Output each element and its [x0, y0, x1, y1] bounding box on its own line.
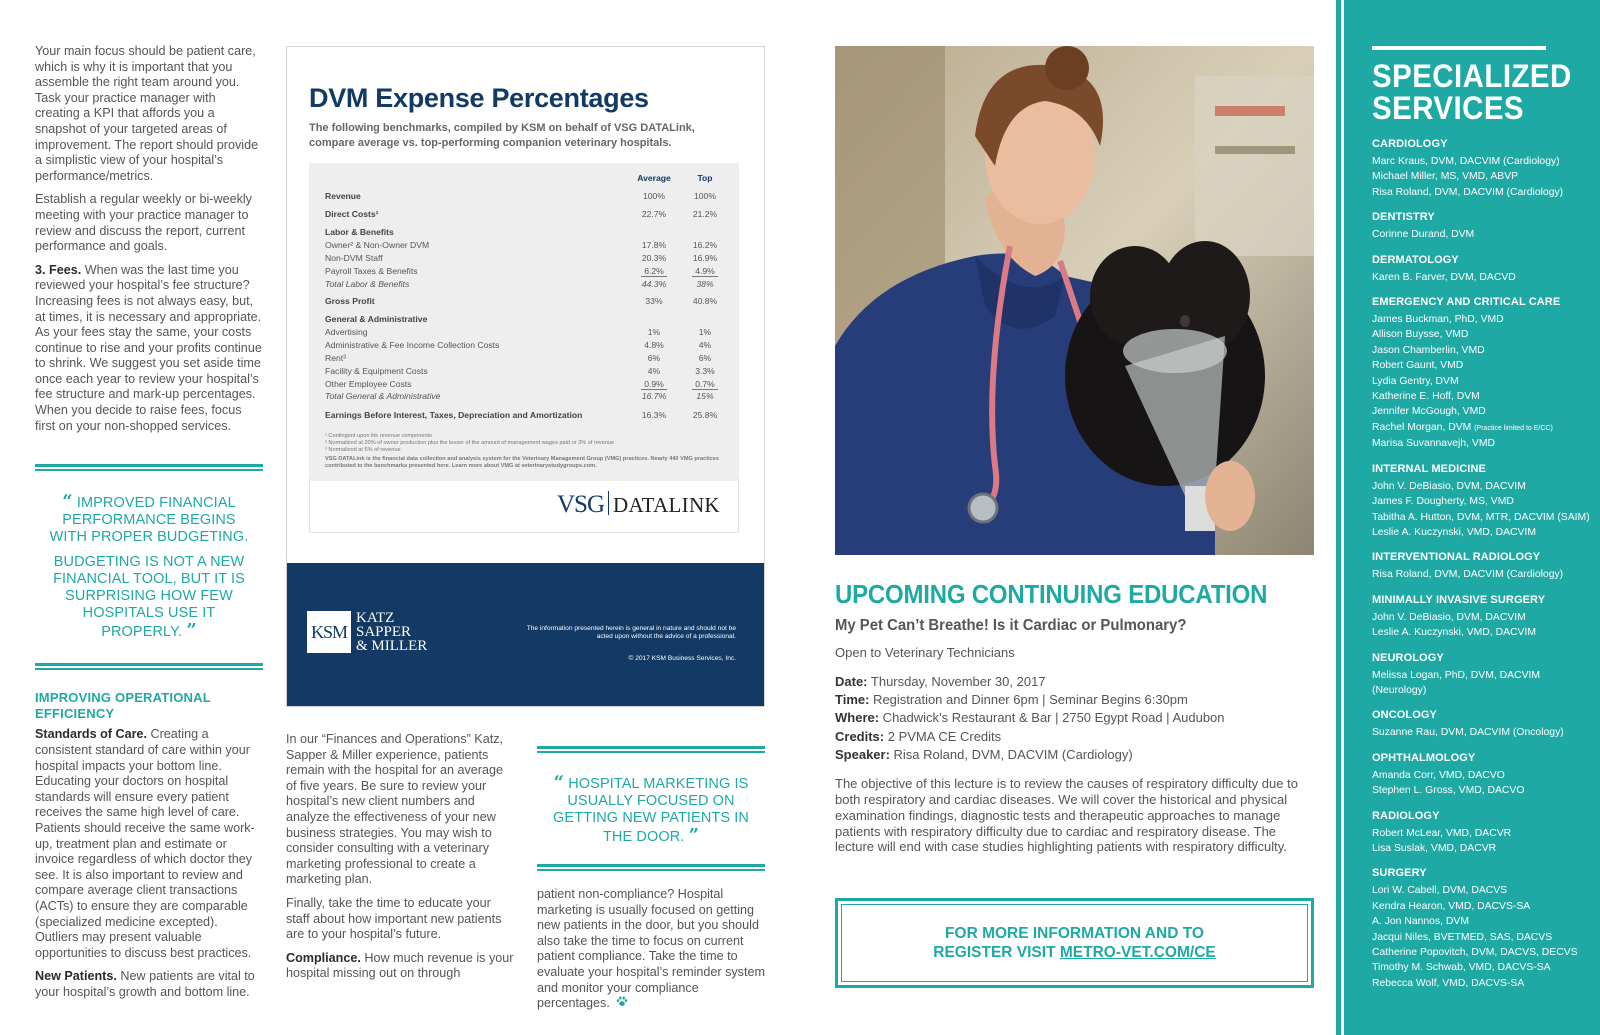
ksm-name-line: KATZ — [356, 610, 395, 626]
row-label: Payroll Taxes & Benefits — [325, 266, 418, 276]
row-label: Total Labor & Benefits — [325, 279, 410, 289]
footnote: ² Normalized at 20% of owner production plus the lesser of the amount of management wages paid or 3% of revenue — [325, 440, 615, 446]
register-line — [933, 943, 1215, 962]
cell-value: 17.8% — [641, 240, 667, 250]
service-name: ONCOLOGY — [1372, 709, 1437, 722]
row-label: Advertising — [325, 327, 368, 337]
table-row — [325, 227, 725, 239]
doctor-name: Stephen L. Gross, VMD, DACVO — [1372, 785, 1525, 797]
doctor-name: Jason Chamberlin, VMD — [1372, 344, 1485, 356]
row-average — [633, 379, 675, 389]
service-group — [1372, 463, 1596, 541]
ksm-footer-band — [287, 563, 764, 706]
pull-quote — [35, 471, 263, 663]
lead-in: New Patients. — [35, 969, 117, 984]
divider — [537, 864, 765, 871]
register-link[interactable]: METRO-VET.COM/CE — [1059, 944, 1216, 961]
divider — [537, 746, 765, 753]
row-label: Gross Profit — [325, 296, 375, 306]
lead-in: Compliance. — [286, 950, 361, 965]
vsg-logo-text: VSG — [557, 491, 605, 518]
row-top — [685, 191, 725, 201]
table-row — [325, 353, 725, 365]
doctor-name: Rebecca Wolf, VMD, DACVS-SA — [1372, 977, 1525, 989]
paragraph — [35, 727, 263, 961]
row-label: General & Administrative — [325, 314, 428, 324]
doctor-name: Katherine E. Hoff, DVM — [1372, 391, 1480, 403]
paragraph: Your main focus should be patient care, which is why it is important that you assemble the right team around you. Task your practice manager with creating a KPI that affords you a snapshot of your targeted areas of improvement. The report should provide a simplistic view of your hospital’s performance/metrics. — [35, 44, 259, 183]
row-top — [685, 353, 725, 363]
table-row — [325, 314, 725, 326]
row-top — [685, 240, 725, 250]
row-top — [685, 391, 725, 401]
cell-value: 1% — [698, 327, 712, 337]
cell-value: 15% — [696, 391, 714, 401]
table-row — [325, 253, 725, 265]
service-group — [1372, 652, 1596, 699]
practice-note: (Practice limited to E/CC) — [1474, 424, 1553, 432]
footnote: ³ Normalized at 6% of revenue — [325, 447, 401, 453]
doctor-name: Lydia Gentry, DVM — [1372, 375, 1459, 387]
value: Risa Roland, DVM, DACVIM (Cardiology) — [889, 746, 1133, 762]
row-label: Rent³ — [325, 353, 347, 363]
datalink-logo-text: DATALINK — [613, 493, 720, 517]
service-name: SURGERY — [1372, 867, 1427, 880]
doctor-name: Timothy M. Schwab, VMD, DACVS-SA — [1372, 962, 1551, 974]
column-header-top: Top — [697, 173, 713, 183]
doctor-name: Kendra Hearon, VMD, DACVS-SA — [1372, 900, 1531, 912]
row-average — [633, 253, 675, 263]
doctor-name: John V. DeBiasio, DVM, DACVIM — [1372, 480, 1526, 492]
doctor-name: Robert McLear, VMD, DACVR — [1372, 827, 1512, 839]
row-average — [633, 410, 675, 420]
service-group — [1372, 810, 1596, 857]
register-text: FOR MORE INFORMATION AND TO — [945, 925, 1204, 942]
cell-value: 4.8% — [644, 340, 664, 350]
paragraph-text: Creating a consistent standard of care within your hospital impacts your bottom line. Educating your doctors on hospital standards will ensure every patient receives the same high level of care. Patients should receive the same work-up, treatment plan and estimate or invoice regardless of which doctor they see. It is also important to review and compare average client transactions (ACTs) to ensure they are comparable (specialized medicine excepted). Outliers may present valuable opportunities to discuss best practices. — [35, 727, 255, 960]
table-row — [325, 391, 725, 403]
paragraph — [286, 951, 514, 982]
card-title: DVM Expense Percentages — [309, 83, 649, 113]
row-average — [633, 391, 675, 401]
quote-text: BUDGETING IS NOT A NEW FINANCIAL TOOL, BUT IT IS SURPRISING HOW FEW HOSPITALS USE IT PROPERLY. — [53, 554, 245, 641]
paw-icon — [616, 996, 628, 1012]
row-label: Facility & Equipment Costs — [325, 366, 428, 376]
ce-description: The objective of this lecture is to review the causes of respiratory difficulty due to both respiratory and cardiac diseases. We will cover the historical and physical examination findings, diagnostic tests and therapeutic approaches to manage patients with respiratory difficulty due to cardiac and respiratory disease. The lecture will end with case studies highlighting patients with respiratory difficulty. — [835, 776, 1298, 855]
service-name: EMERGENCY AND CRITICAL CARE — [1372, 296, 1561, 309]
paragraph — [35, 969, 263, 1000]
label: Where: — [835, 710, 880, 726]
row-average — [633, 296, 675, 306]
value: 2 PVMA CE Credits — [884, 728, 1002, 744]
doctor-name: Catherine Popovitch, DVM, DACVS, DECVS — [1372, 947, 1578, 958]
table-row — [325, 379, 725, 391]
doctor-name: Risa Roland, DVM, DACVIM (Cardiology) — [1372, 186, 1564, 198]
cell-value: 3.3% — [695, 366, 715, 376]
quote-close-icon: ” — [186, 620, 197, 642]
label: Date: — [835, 673, 868, 689]
row-label: Administrative & Fee Income Collection Costs — [325, 340, 500, 350]
panel-edge-line — [1341, 0, 1344, 1035]
panel-title — [1372, 60, 1578, 124]
footnote: ¹ Contingent upon lite revenue components — [325, 433, 432, 439]
cell-value: 6% — [647, 353, 661, 363]
panel-title-line: SPECIALIZED — [1372, 58, 1572, 94]
service-group — [1372, 211, 1596, 242]
service-group — [1372, 867, 1596, 991]
footnote: VSG DATALink is the financial data collection and analysis system for the Veterinary Management Group (VMG) practices. Nearly 440 VMG practices contributed to the benchmarks presented here. Learn more about VMG at veterinarystudygroups.com. — [325, 456, 719, 469]
row-average — [633, 366, 675, 376]
doctor-name: Allison Buysse, VMD — [1372, 329, 1469, 341]
divider — [35, 663, 263, 670]
doctor-name: Melissa Logan, PhD, DVM, DACVIM (Neurology) — [1372, 669, 1541, 696]
service-group — [1372, 752, 1596, 799]
pull-quote — [537, 753, 765, 864]
row-top — [685, 209, 725, 219]
service-name: DENTISTRY — [1372, 211, 1435, 224]
doctor-name: Lisa Suslak, VMD, DACVR — [1372, 842, 1497, 854]
ksm-name-line: & MILLER — [356, 638, 428, 654]
row-label: Labor & Benefits — [325, 227, 394, 237]
expense-table — [309, 163, 739, 481]
doctor-name: Robert Gaunt, VMD — [1372, 360, 1464, 372]
cell-value: 6.2% — [641, 266, 667, 277]
value: Registration and Dinner 6pm | Seminar Begins 6:30pm — [869, 692, 1188, 708]
cell-value: 16.3% — [641, 410, 667, 420]
paragraph-text: New patients are vital to your hospital’s growth and bottom line. — [35, 969, 255, 999]
row-top — [685, 327, 725, 337]
table-row — [325, 410, 725, 422]
paragraph-text: patient non-compliance? Hospital marketing is usually focused on getting new patients in the door, but you should also take the time to focus on current patient compliance. Take the time to evaluate your hospital’s reminder system and monitor your compliance percentages. — [537, 887, 765, 1011]
doctor-name: Michael Miller, MS, VMD, ABVP — [1372, 171, 1519, 183]
service-group — [1372, 709, 1596, 740]
cell-value: 38% — [696, 279, 714, 289]
copyright: © 2017 KSM Business Services, Inc. — [628, 655, 736, 662]
cell-value: 4% — [698, 340, 712, 350]
continuing-education — [835, 581, 1314, 855]
paragraph-text: How much revenue is your hospital missing out on through — [286, 950, 514, 981]
table-row — [325, 240, 725, 252]
cell-value: 16.2% — [692, 240, 718, 250]
column-header-average: Average — [637, 173, 671, 183]
ce-audience: Open to Veterinary Technicians — [835, 645, 1015, 661]
row-average — [633, 266, 675, 276]
service-group — [1372, 138, 1596, 200]
quote-open-icon: “ — [553, 772, 565, 793]
value: Chadwick’s Restaurant & Bar | 2750 Egypt Road | Audubon — [879, 710, 1225, 726]
article-column-2 — [286, 732, 514, 990]
quote-open-icon: “ — [62, 491, 73, 513]
section-heading: IMPROVING OPERATIONAL EFFICIENCY — [35, 690, 211, 721]
doctor-name: Lori W. Cabell, DVM, DACVS — [1372, 885, 1508, 897]
table-header — [325, 173, 725, 185]
service-name: MINIMALLY INVASIVE SURGERY — [1372, 593, 1546, 606]
doctor-name: Jennifer McGough, VMD — [1372, 406, 1486, 418]
register-text: REGISTER VISIT — [933, 944, 1060, 961]
service-name: CARDIOLOGY — [1372, 138, 1448, 150]
row-average — [633, 240, 675, 250]
cell-value: 44.3% — [641, 279, 667, 289]
card-subtitle: The following benchmarks, compiled by KSM on behalf of VSG DATALink, compare average vs. top-performing companion veterinary hospitals. — [309, 122, 695, 149]
ksm-logo — [307, 611, 427, 653]
row-top — [685, 266, 725, 276]
paragraph — [537, 887, 765, 1012]
row-average — [633, 327, 675, 337]
row-top — [685, 366, 725, 376]
register-box-inner — [841, 904, 1308, 982]
row-label: Total General & Administrative — [325, 391, 441, 401]
service-name: NEUROLOGY — [1372, 651, 1444, 664]
row-top — [685, 296, 725, 306]
table-row — [325, 279, 725, 291]
table-row — [325, 340, 725, 352]
table-row — [325, 191, 725, 203]
row-label: Direct Costs¹ — [325, 209, 379, 219]
service-name: DERMATOLOGY — [1372, 253, 1459, 266]
doctor-name: Marc Kraus, DVM, DACVIM (Cardiology) — [1372, 156, 1560, 167]
doctor-name: Jacqui Niles, BVETMED, SAS, DACVS — [1372, 931, 1553, 943]
label: Speaker: — [835, 746, 890, 762]
label: Time: — [835, 692, 870, 708]
cell-value: 21.2% — [692, 209, 718, 219]
cell-value: 100% — [694, 191, 716, 201]
cell-value: 25.8% — [692, 410, 718, 420]
cell-value: 40.8% — [692, 296, 718, 306]
service-group — [1372, 594, 1596, 641]
cell-value: 16.9% — [692, 253, 718, 263]
cell-value: 0.9% — [641, 379, 667, 390]
doctor-name: Marisa Suvannavejh, VMD — [1372, 438, 1496, 450]
table-row — [325, 209, 725, 221]
table-row — [325, 327, 725, 339]
cell-value: 6% — [698, 353, 712, 363]
ce-time — [835, 691, 1314, 709]
ce-where — [835, 709, 1314, 727]
doctor-name: Amanda Corr, VMD, DACVO — [1372, 769, 1505, 781]
table-row — [325, 366, 725, 378]
row-label: Other Employee Costs — [325, 379, 412, 389]
cell-value: 33% — [645, 296, 663, 306]
paragraph: In our “Finances and Operations” Katz, Sapper & Miller experience, patients remain with the hospital for an average of five years. Be sure to review your hospital’s new client numbers and analyze the effectiveness of your new business strategies. You may wish to consider consulting with a veterinary marketing professional to create a marketing plan. — [286, 732, 504, 887]
row-label: Earnings Before Interest, Taxes, Depreciation and Amortization — [325, 410, 583, 420]
ksm-name-line: SAPPER — [356, 624, 412, 640]
divider — [35, 464, 263, 471]
label: Credits: — [835, 728, 885, 744]
row-top — [685, 279, 725, 289]
row-average — [633, 279, 675, 289]
table-row — [325, 296, 725, 308]
disclaimer: The information presented herein is general in nature and should not be acted upon without the advice of a professional. — [526, 625, 736, 641]
lead-in: 3. Fees. — [35, 262, 82, 277]
cell-value: 1% — [647, 327, 661, 337]
vsg-datalink-logo — [557, 491, 720, 519]
lead-in: Standards of Care. — [35, 727, 147, 742]
service-name: RADIOLOGY — [1372, 809, 1440, 822]
vet-with-dog-photo — [835, 46, 1314, 555]
doctor-name: James Buckman, PhD, VMD — [1372, 314, 1504, 326]
services — [1372, 138, 1596, 991]
row-top — [685, 379, 725, 389]
paragraph-text: When was the last time you reviewed your hospital’s fee structure? Increasing fees is not always easy, but, at times, it is necessary and appropriate. As your fees stay the same, your costs continue to rise and your profits continue to shrink. We suggest you set aside time once each year to review your hospital’s fee structure and mark-up percentages. When you decide to raise fees, focus first on your non-shopped services. — [35, 262, 262, 433]
service-group — [1372, 551, 1596, 582]
cell-value: 22.7% — [641, 209, 667, 219]
row-top — [685, 253, 725, 263]
services-list — [1372, 46, 1596, 991]
service-group — [1372, 254, 1596, 285]
quote-text: HOSPITAL MARKETING IS USUALLY FOCUSED ON GETTING NEW PATIENTS IN THE DOOR. — [553, 776, 749, 845]
article-column-3 — [537, 746, 765, 1020]
doctor-name: John V. DeBiasio, DVM, DACVIM — [1372, 611, 1526, 623]
paragraph — [35, 263, 263, 435]
doctor-name: Risa Roland, DVM, DACVIM (Cardiology) — [1372, 569, 1564, 581]
cell-value: 0.7% — [692, 379, 718, 390]
cell-value: 4.9% — [692, 266, 718, 277]
ksm-name — [356, 611, 427, 653]
row-label: Owner² & Non-Owner DVM — [325, 240, 430, 250]
service-group — [1372, 296, 1596, 452]
service-name: INTERNAL MEDICINE — [1372, 462, 1486, 475]
doctor-name: James F. Dougherty, MS, VMD — [1372, 496, 1514, 508]
ce-credits — [835, 728, 1314, 746]
register-box — [835, 898, 1314, 988]
cell-value: 20.3% — [641, 253, 667, 263]
doctor-name: Suzanne Rau, DVM, DACVIM (Oncology) — [1372, 727, 1564, 739]
doctor-name: Karen B. Farver, DVM, DACVD — [1372, 271, 1516, 283]
doctor-name: Corinne Durand, DVM — [1372, 229, 1475, 241]
quote-close-icon: ” — [688, 825, 700, 846]
expense-card — [286, 46, 765, 707]
ce-speaker — [835, 746, 1314, 764]
doctor-name: Leslie A. Kuczynski, VMD, DACVIM — [1372, 627, 1536, 639]
doctor-name — [1372, 420, 1596, 436]
row-top — [685, 340, 725, 350]
ce-date — [835, 673, 1314, 691]
row-average — [633, 209, 675, 219]
paragraph: Establish a regular weekly or bi-weekly meeting with your practice manager to review and discuss the report, current performance and goals. — [35, 192, 252, 254]
value: Thursday, November 30, 2017 — [867, 673, 1046, 689]
table-row — [325, 266, 725, 278]
ce-lecture-title: My Pet Can’t Breathe! Is it Cardiac or Pulmonary? — [835, 616, 1187, 634]
cell-value: 16.7% — [641, 391, 667, 401]
ce-details — [835, 673, 1314, 764]
article-column-1 — [35, 44, 263, 1009]
panel-rule — [1372, 46, 1546, 50]
service-name: INTERVENTIONAL RADIOLOGY — [1372, 551, 1541, 564]
row-average — [633, 353, 675, 363]
row-label: Non-DVM Staff — [325, 253, 383, 263]
row-average — [633, 191, 675, 201]
quote-text: IMPROVED FINANCIAL PERFORMANCE BEGINS WITH PROPER BUDGETING. — [49, 495, 249, 546]
panel-title-line: SERVICES — [1372, 90, 1525, 126]
doctor-name: Tabitha A. Hutton, DVM, MTR, DACVIM (SAIM) — [1372, 511, 1590, 523]
doctor-name: A. Jon Nannos, DVM — [1372, 916, 1470, 928]
row-average — [633, 340, 675, 350]
ce-title: UPCOMING CONTINUING EDUCATION — [835, 581, 1268, 609]
paragraph: Finally, take the time to educate your staff about how important new patients are to your hospital’s future. — [286, 895, 502, 942]
cell-value: 4% — [647, 366, 661, 376]
cell-value: 100% — [643, 191, 665, 201]
row-top — [685, 410, 725, 420]
row-label: Revenue — [325, 191, 361, 201]
doctor-name: Leslie A. Kuczynski, VMD, DACVIM — [1372, 526, 1536, 538]
doctor-name-text: Rachel Morgan, DVM — [1372, 421, 1472, 433]
service-name: OPHTHALMOLOGY — [1372, 751, 1476, 764]
ksm-mark: KSM — [307, 611, 351, 653]
